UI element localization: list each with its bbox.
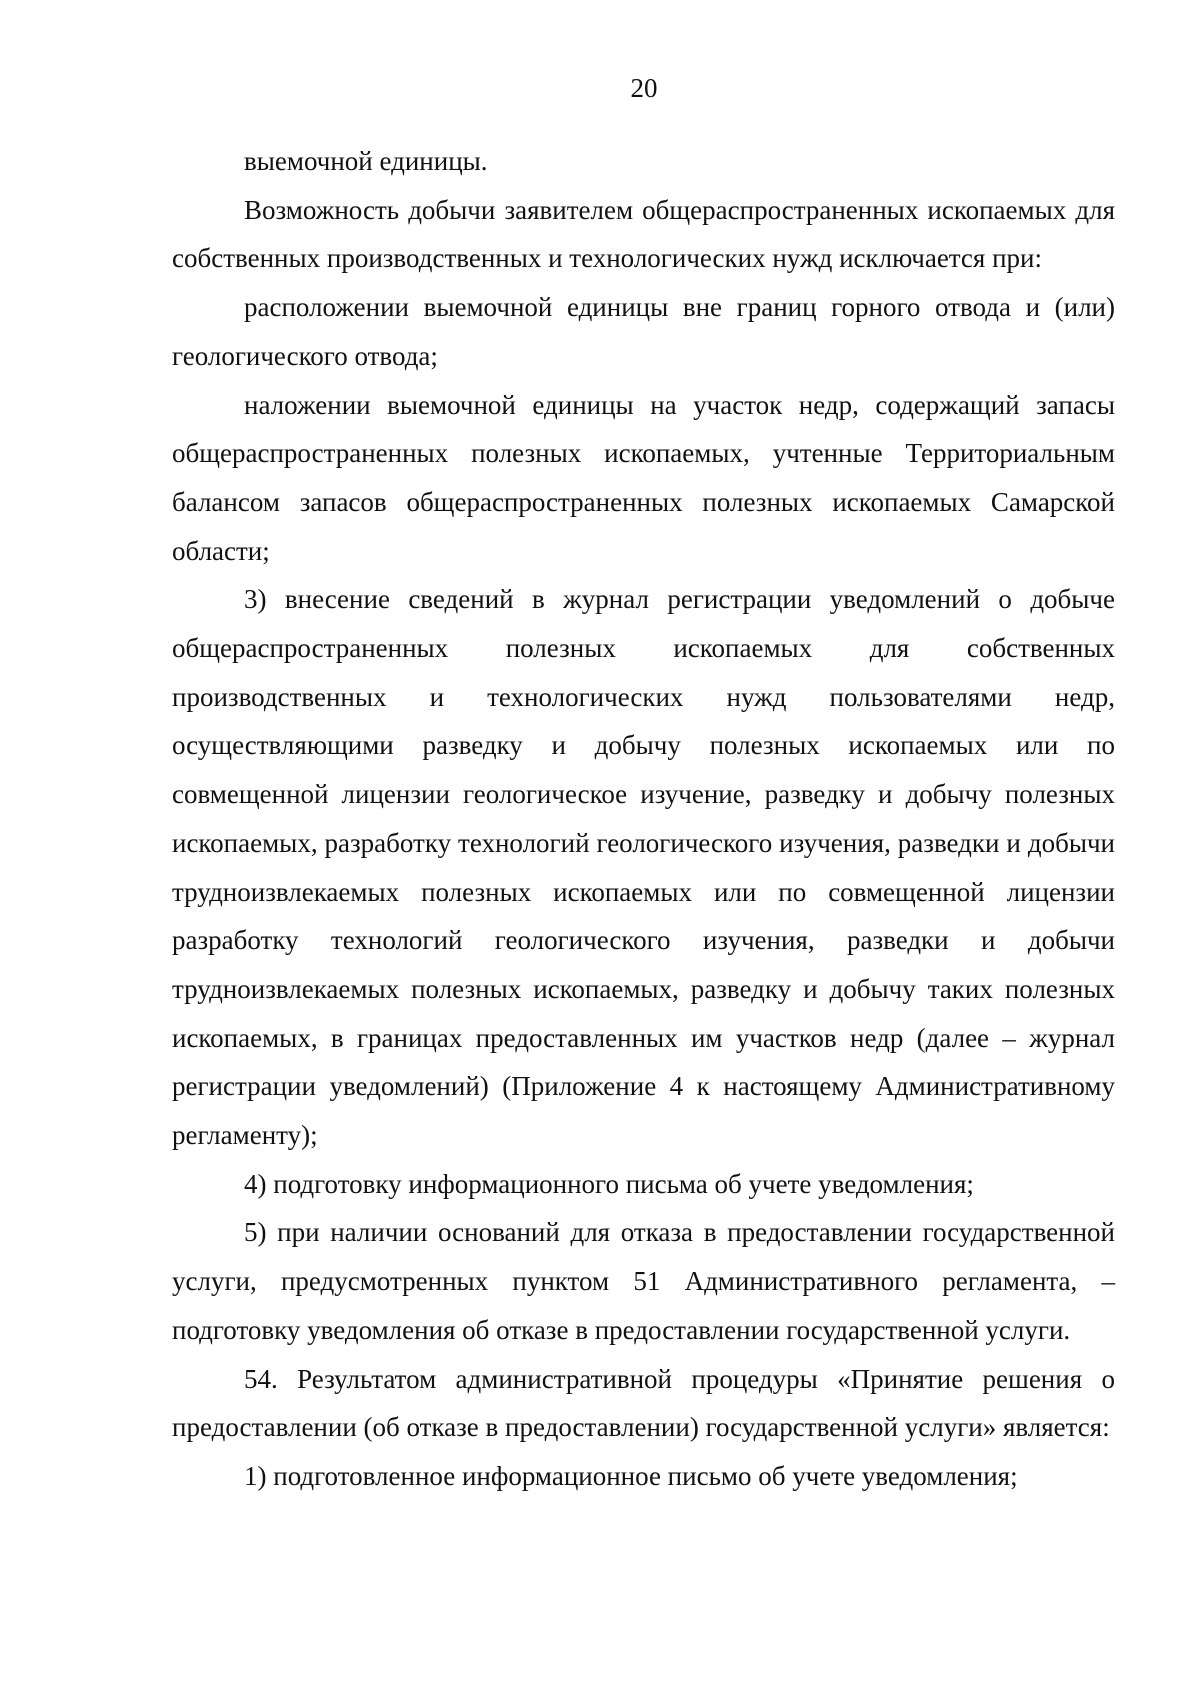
paragraph-section-54: 54. Результатом административной процедуры «Принятие решения о предоставлении (об отказе в предоставлении) государственной услуги» является: bbox=[172, 1363, 1115, 1443]
paragraph-exclusion-boundary: расположении выемочной единицы вне границ горного отвода и (или) геологического отвода; bbox=[172, 292, 1115, 371]
paragraph-item-3: 3) внесение сведений в журнал регистрации уведомлений о добыче общераспространенных полезных ископаемых для собственных производственных и технологических нужд пользователями недр, осуществляющими разведку и добычу полезных ископаемых или по совмещенной лицензии геологическое изучение, разведку и добычу полезных ископаемых, разработку технологий геологического изучения, разведки и добычи трудноизвлекаемых полезных ископаемых или по совмещенной лицензии разработку технологий геологического изучения, разведки и добычи трудноизвлекаемых полезных ископаемых, разведку и добычу таких полезных ископаемых, в границах предоставленных им участков недр (далее – журнал регистрации уведомлений) (Приложение 4 к настоящему Административному регламенту); bbox=[172, 584, 1115, 1151]
document-body bbox=[172, 137, 1115, 1501]
page-number: 20 bbox=[630, 73, 658, 103]
paragraph-exclusion-intro: Возможность добычи заявителем общераспространенных ископаемых для собственных производственных и технологических нужд исключается при: bbox=[172, 194, 1115, 274]
paragraph-result-item-1: 1) подготовленное информационное письмо об учете уведомления; bbox=[244, 1460, 1018, 1491]
paragraph-continuation: выемочной единицы. bbox=[244, 146, 488, 176]
paragraph-item-4: 4) подготовку информационного письма об учете уведомления; bbox=[244, 1168, 974, 1199]
paragraph-exclusion-overlap: наложении выемочной единицы на участок недр, содержащий запасы общераспространенных полезных ископаемых, учтенные Территориальным балансом запасов общераспространенных полезных ископаемых Самарской области; bbox=[172, 389, 1115, 566]
paragraph-item-5: 5) при наличии оснований для отказа в предоставлении государственной услуги, предусмотренных пунктом 51 Административного регламента, – подготовку уведомления об отказе в предоставлении государственной услуги. bbox=[172, 1217, 1115, 1345]
